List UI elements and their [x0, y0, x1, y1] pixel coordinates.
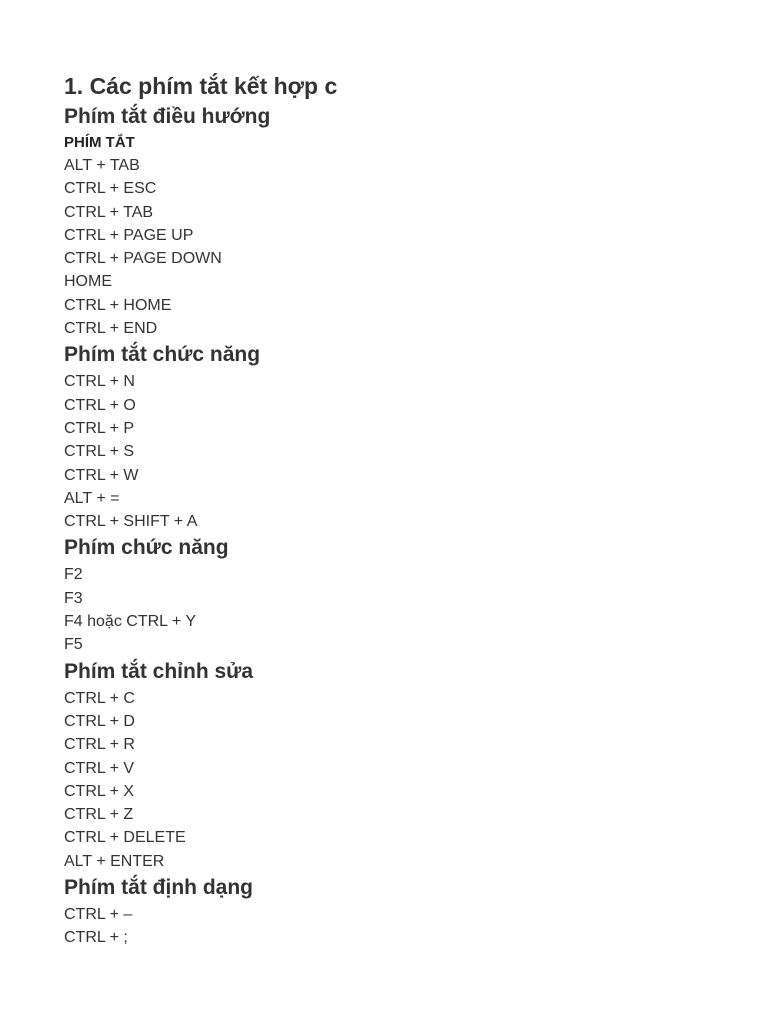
shortcut-list: [64, 370, 744, 533]
section-heading: Phím tắt định dạng: [64, 876, 253, 900]
shortcut-list: [64, 687, 744, 873]
shortcut-item: CTRL + END: [64, 320, 158, 338]
shortcut-item: CTRL + ;: [64, 929, 128, 947]
shortcut-item: CTRL + D: [64, 712, 135, 730]
sections-container: [64, 102, 744, 950]
shortcut-item: CTRL + PAGE UP: [64, 226, 194, 244]
shortcut-item: CTRL + S: [64, 443, 135, 461]
document-title: 1. Các phím tắt kết hợp c: [64, 73, 338, 99]
section-heading: Phím tắt điều hướng: [64, 105, 271, 128]
shortcut-item: CTRL + ESC: [64, 180, 157, 198]
shortcut-item: ALT + =: [64, 489, 120, 507]
shortcut-item: CTRL + HOME: [64, 296, 172, 314]
shortcut-list: [64, 903, 744, 950]
shortcut-item: ALT + TAB: [64, 157, 140, 174]
shortcut-item: CTRL + V: [64, 759, 135, 777]
shortcut-item: F2: [64, 566, 83, 584]
section-heading: Phím tắt chức năng: [64, 343, 261, 367]
shortcut-item: HOME: [64, 273, 112, 291]
shortcut-item: CTRL + O: [64, 396, 136, 414]
document-page: [64, 70, 744, 950]
section-heading: Phím chức năng: [64, 536, 229, 560]
shortcut-item: CTRL + Z: [64, 806, 134, 824]
shortcut-list: [64, 563, 744, 656]
shortcut-item: CTRL + SHIFT + A: [64, 513, 198, 531]
shortcut-item: CTRL + R: [64, 736, 135, 754]
shortcut-item: F3: [64, 589, 83, 607]
shortcut-item: CTRL + DELETE: [64, 829, 186, 847]
shortcut-section: [64, 657, 744, 873]
shortcut-section: [64, 533, 744, 656]
shortcut-item: F4 hoặc CTRL + Y: [64, 613, 197, 631]
shortcut-item: CTRL + W: [64, 466, 139, 484]
shortcut-item: CTRL + X: [64, 782, 135, 800]
shortcut-section: [64, 102, 744, 340]
column-header: PHÍM TẮT: [64, 134, 135, 151]
shortcut-item: CTRL + P: [64, 419, 135, 437]
shortcut-item: F5: [64, 636, 83, 654]
shortcut-section: [64, 340, 744, 533]
shortcut-item: CTRL + TAB: [64, 203, 154, 221]
shortcut-section: [64, 873, 744, 950]
shortcut-item: CTRL + –: [64, 906, 133, 924]
shortcut-item: CTRL + C: [64, 689, 135, 707]
shortcut-item: CTRL + PAGE DOWN: [64, 250, 222, 268]
section-heading: Phím tắt chỉnh sửa: [64, 659, 254, 683]
shortcut-list: [64, 154, 744, 340]
shortcut-item: CTRL + N: [64, 373, 135, 391]
shortcut-item: ALT + ENTER: [64, 852, 165, 870]
